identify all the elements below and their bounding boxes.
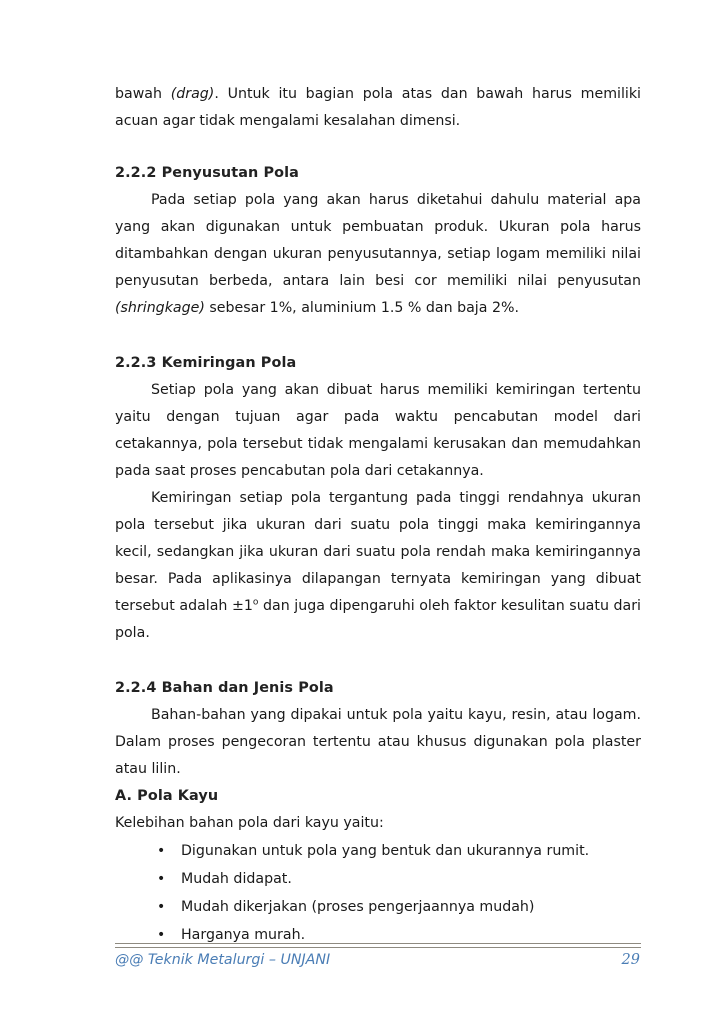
paragraph-kemiringan-1: Setiap pola yang akan dibuat harus memiliki kemiringan tertentu yaitu dengan tujuan agar pada waktu pencabutan model dari cetakannya, pola tersebut tidak mengalami kerusakan dan memudahkan pada saat proses pencabutan pola dari cetakannya. — [115, 382, 641, 479]
advantages-list — [115, 837, 641, 949]
intro-paragraph: bawah (drag). Untuk itu bagian pola atas dan bawah harus memiliki acuan agar tidak mengalami kesalahan dimensi. — [115, 86, 642, 129]
bullet-icon: • — [157, 927, 166, 943]
page-body — [115, 81, 641, 949]
section-heading-penyusutan: 2.2.2 Penyusutan Pola — [115, 165, 299, 181]
bullet-icon: • — [157, 871, 166, 887]
bullet-icon: • — [157, 843, 166, 859]
drag-term: (drag) — [170, 86, 215, 102]
footer-divider — [115, 943, 641, 948]
bullet-icon: • — [157, 899, 166, 915]
paragraph-kemiringan-2: Kemiringan setiap pola tergantung pada tinggi rendahnya ukuran pola tersebut jika ukuran dari suatu pola tinggi maka kemiringannya kecil, sedangkan jika ukuran dari suatu pola rendah maka kemiringannya besar. Pada aplikasinya dilapangan ternyata kemiringan yang dibuat tersebut adalah $\pm 1^o$ dan juga dipengaruhi oleh faktor kesulitan suatu dari pola. — [115, 490, 641, 641]
shrinkage-term: (shringkage) — [115, 300, 205, 316]
paragraph-bahan: Bahan-bahan yang dipakai untuk pola yaitu kayu, resin, atau logam. Dalam proses pengecoran tertentu atau khusus digunakan pola plaster atau lilin. — [115, 707, 641, 777]
footer-label: @@ Teknik Metalurgi – UNJANI — [115, 952, 331, 968]
list-intro: Kelebihan bahan pola dari kayu yaitu: — [115, 815, 384, 831]
list-item: • Mudah didapat. — [115, 865, 641, 893]
list-item: • Digunakan untuk pola yang bentuk dan ukurannya rumit. — [115, 837, 641, 865]
paragraph-penyusutan: Pada setiap pola yang akan harus diketahui dahulu material apa yang akan digunakan untuk pembuatan produk. Ukuran pola harus ditambahkan dengan ukuran penyusutannya, setiap logam memiliki nilai penyusutan berbeda, antara lain besi cor memiliki nilai penyusutan (shringkage) sebesar 1%, aluminium 1.5 % dan baja 2%. — [115, 192, 641, 316]
degree-mark: o — [252, 597, 259, 608]
sub-heading-pola-kayu: A. Pola Kayu — [115, 788, 219, 804]
list-item: • Harganya murah. — [115, 921, 641, 949]
section-heading-bahan-jenis: 2.2.4 Bahan dan Jenis Pola — [115, 680, 334, 696]
section-heading-kemiringan: 2.2.3 Kemiringan Pola — [115, 355, 297, 371]
list-item: • Mudah dikerjakan (proses pengerjaannya mudah) — [115, 893, 641, 921]
page-number: 29 — [621, 952, 640, 968]
